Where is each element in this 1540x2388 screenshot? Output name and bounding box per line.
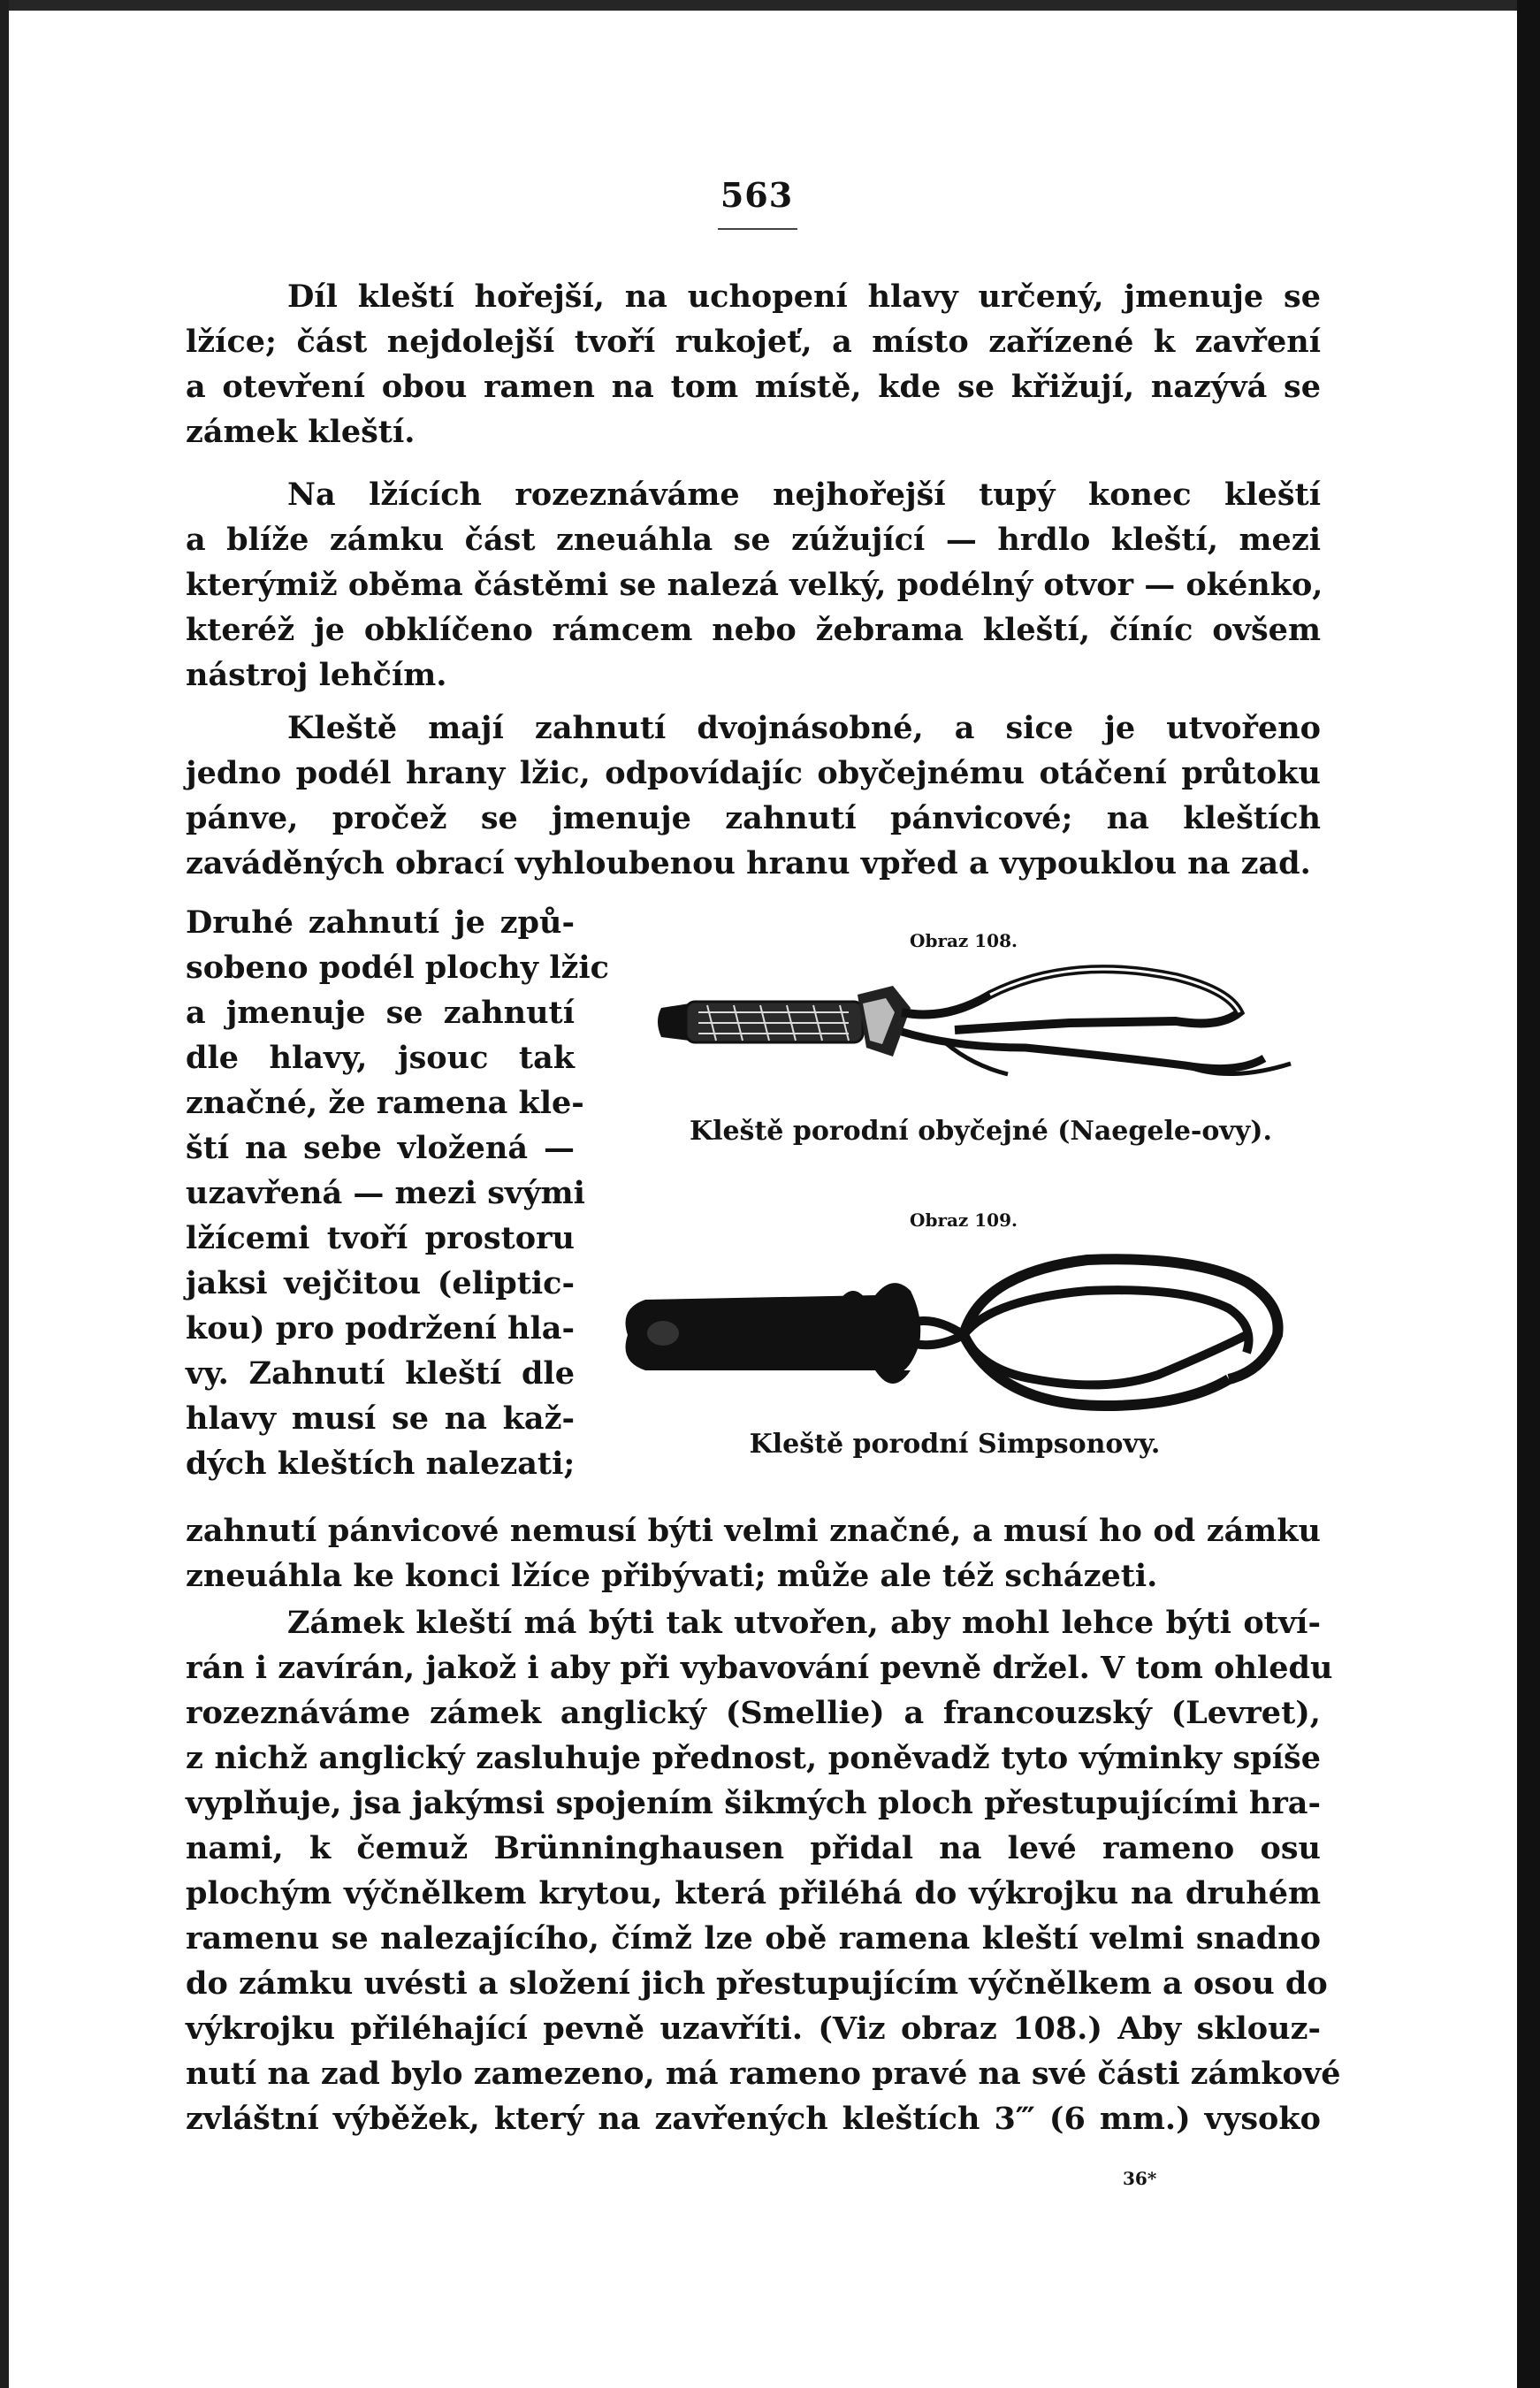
paragraph-4-continuation	[186, 1508, 1321, 1598]
text-line: kou) pro podržení hla-	[186, 1310, 575, 1347]
text-line: dých kleštích nalezati;	[186, 1446, 576, 1482]
scan-border-top	[9, 0, 1540, 11]
text-line: lžíce; část nejdolejší tvoří rukojeť, a místo zařízené k zavření	[186, 324, 1321, 360]
simpson-forceps-illustration	[610, 1238, 1317, 1432]
text-line: Na lžících rozeznáváme nejhořejší tupý konec kleští	[287, 477, 1321, 513]
text-line: lžícemi tvoří prostoru	[186, 1220, 575, 1256]
text-line: Díl kleští hořejší, na uchopení hlavy určený, jmenuje se	[287, 278, 1321, 315]
text-line: zvláštní výběžek, který na zavřených kleštích 3‴ (6 mm.) vysoko	[186, 2101, 1321, 2137]
page-number: 563	[720, 175, 794, 215]
text-line: zneuáhla ke konci lžíce přibývati; může ale též scházeti.	[186, 1558, 1158, 1594]
figure-108-caption: Kleště porodní obyčejné (Naegele-ovy).	[690, 1116, 1272, 1147]
text-line: rozeznáváme zámek anglický (Smellie) a francouzský (Levret),	[186, 1695, 1321, 1731]
paragraph-5	[186, 1600, 1341, 2141]
text-line: vy. Zahnutí kleští dle	[186, 1355, 575, 1392]
text-line: nami, k čemuž Brünninghausen přidal na levé rameno osu	[186, 1830, 1321, 1866]
text-line: zámek kleští.	[186, 414, 415, 450]
text-line: jedno podél hrany lžic, odpovídajíc obyčejnému otáčení průtoku	[186, 755, 1321, 791]
text-line: a jmenuje se zahnutí	[186, 995, 575, 1031]
text-line: plochým výčnělkem krytou, která přiléhá do výkrojku na druhém	[186, 1875, 1321, 1911]
text-line: ští na sebe vložená —	[186, 1130, 575, 1166]
text-line: uzavřená — mezi svými	[186, 1175, 585, 1211]
text-line: kteréž je obklíčeno rámcem nebo žebrama kleští, číníc ovšem	[186, 612, 1321, 648]
figure-109-label: Obraz 109.	[910, 1209, 1018, 1231]
text-line: nástroj lehčím.	[186, 657, 447, 693]
scan-border-right	[1517, 0, 1540, 2388]
text-line: hlavy musí se na kaž-	[186, 1400, 575, 1437]
text-line: značné, že ramena kle-	[186, 1085, 584, 1121]
paragraph-3	[186, 706, 1321, 886]
figure-108-label: Obraz 108.	[910, 930, 1018, 951]
text-line: z nichž anglický zasluhuje přednost, poněvadž tyto výminky spíše	[186, 1740, 1321, 1776]
text-line: ramenu se nalezajícího, čímž lze obě ramena kleští velmi snadno	[186, 1920, 1321, 1957]
figure-109-caption: Kleště porodní Simpsonovy.	[749, 1429, 1161, 1460]
text-line: Druhé zahnutí je způ-	[186, 904, 575, 941]
text-line: sobeno podél plochy lžic	[186, 950, 609, 986]
text-line: nutí na zad bylo zamezeno, má rameno pravé na své části zámkové	[186, 2056, 1341, 2092]
scan-border-left	[0, 0, 9, 2388]
text-line: a otevření obou ramen na tom místě, kde se křižují, nazývá se	[186, 369, 1321, 405]
paragraph-4-narrow	[186, 900, 609, 1486]
text-line: zahnutí pánvicové nemusí býti velmi značné, a musí ho od zámku	[186, 1513, 1321, 1549]
text-line: výkrojku přiléhající pevně uzavříti. (Viz obraz 108.) Aby sklouz-	[186, 2010, 1321, 2047]
text-line: pánve, pročež se jmenuje zahnutí pánvicové; na kleštích	[186, 800, 1321, 836]
text-line: Kleště mají zahnutí dvojnásobné, a sice je utvořeno	[287, 710, 1321, 746]
paragraph-2	[186, 472, 1321, 698]
text-line: jaksi vejčitou (eliptic-	[186, 1265, 575, 1301]
text-line: Zámek kleští má býti tak utvořen, aby mohl lehce býti otví-	[287, 1605, 1321, 1641]
text-line: a blíže zámku část zneuáhla se zúžující — hrdlo kleští, mezi	[186, 522, 1321, 558]
printer-signature: 36*	[1123, 2168, 1157, 2189]
text-line: kterýmiž oběma částěmi se nalezá velký, podélný otvor — okénko,	[186, 567, 1323, 603]
text-line: do zámku uvésti a složení jich přestupujícím výčnělkem a osou do	[186, 1965, 1328, 2002]
text-line: dle hlavy, jsouc tak	[186, 1040, 575, 1076]
paragraph-1	[186, 274, 1321, 454]
naegele-forceps-illustration	[654, 959, 1308, 1110]
page-number-rule	[718, 228, 797, 230]
text-line: vyplňuje, jsa jakýmsi spojením šikmých ploch přestupujícími hra-	[186, 1785, 1321, 1821]
text-line: rán i zavírán, jakož i aby při vybavování pevně držel. V tom ohledu	[186, 1650, 1333, 1686]
text-line: zaváděných obrací vyhloubenou hranu vpřed a vypouklou na zad.	[186, 845, 1311, 881]
